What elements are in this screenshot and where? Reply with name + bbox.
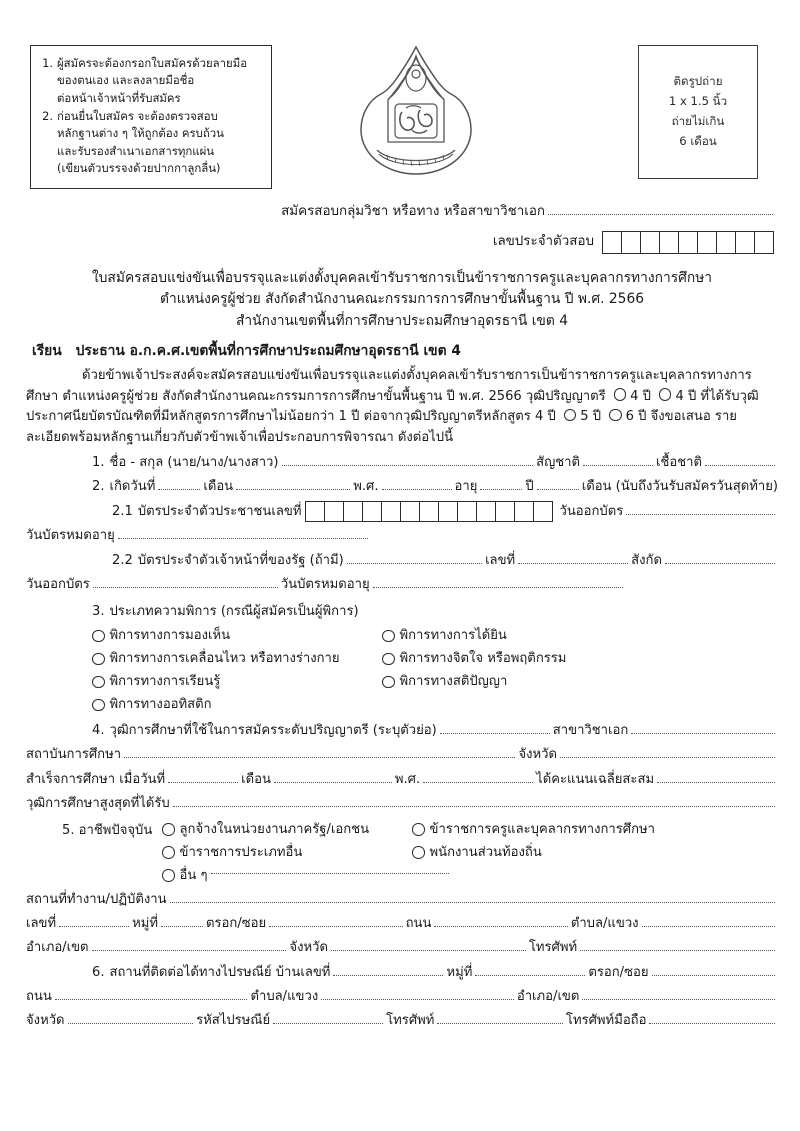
officer-card-label: บัตรประจำตัวเจ้าหน้าที่ของรัฐ (ถ้ามี) xyxy=(137,552,344,568)
radio-icon[interactable] xyxy=(382,676,395,689)
form-title-line-2: ตำแหน่งครูผู้ช่วย สังกัดสำนักงานคณะกรรมการการศึกษาขั้นพื้นฐาน ปี พ.ศ. 2566 xyxy=(159,291,645,308)
national-id-label: บัตรประจำตัวประชาชนเลขที่ xyxy=(137,504,302,520)
mailing-alley-input[interactable] xyxy=(652,975,775,976)
field-row-fullname xyxy=(26,452,778,473)
radio-icon[interactable] xyxy=(162,823,175,836)
mailing-house-no-input[interactable] xyxy=(333,975,443,976)
institution-province-input[interactable] xyxy=(560,757,775,758)
exam-number-cell[interactable] xyxy=(660,231,679,254)
mailing-subdistrict-input[interactable] xyxy=(321,999,514,1000)
exam-number-cell[interactable] xyxy=(736,231,755,254)
work-province-input[interactable] xyxy=(331,950,526,951)
item3-number: 3. xyxy=(92,604,105,620)
disability-options-right xyxy=(382,624,682,716)
disability-option-label: พิการทางการมองเห็น xyxy=(109,628,231,644)
national-id-cell[interactable] xyxy=(458,501,477,522)
mailing-province-input[interactable] xyxy=(68,1023,194,1024)
birthdate-label: เกิดวันที่ xyxy=(109,479,156,495)
officer-card-input[interactable] xyxy=(347,563,482,564)
obec-emblem-icon xyxy=(357,42,475,182)
major-input[interactable] xyxy=(631,733,775,734)
institution-input[interactable] xyxy=(124,757,515,758)
mailing-subdistrict-label: ตำบล/แขวง xyxy=(250,988,319,1004)
occupation-options-right xyxy=(412,818,712,887)
fullname-input[interactable] xyxy=(282,465,534,466)
subject-field-row xyxy=(26,202,778,222)
birth-month-input[interactable] xyxy=(236,489,350,490)
ethnicity-input[interactable] xyxy=(705,465,775,466)
instruction-item xyxy=(37,55,263,107)
mailing-moo-input[interactable] xyxy=(475,975,585,976)
disability-option-intellectual[interactable] xyxy=(382,670,682,693)
radio-icon[interactable] xyxy=(162,846,175,859)
disability-option-visual[interactable] xyxy=(92,624,382,647)
occupation-option-label: ข้าราชการครูและบุคลากรทางการศึกษา xyxy=(429,822,655,838)
exam-number-cell[interactable] xyxy=(679,231,698,254)
graduation-month-label: เดือน xyxy=(241,771,271,787)
gpa-input[interactable] xyxy=(657,782,775,783)
subject-field-label: สมัครสอบกลุ่มวิชา หรือทาง หรือสาขาวิชาเอก xyxy=(281,204,545,219)
work-moo-label: หมู่ที่ xyxy=(132,916,158,932)
officer-card-expiry-label: วันบัตรหมดอายุ xyxy=(280,576,370,592)
mailing-phone-input[interactable] xyxy=(437,1023,563,1024)
exam-number-cell[interactable] xyxy=(603,231,622,254)
national-id-cell[interactable] xyxy=(382,501,401,522)
officer-card-no-label: เลขที่ xyxy=(485,552,516,568)
instruction-line: ของตนเอง และลงลายมือชื่อ xyxy=(57,73,195,88)
radio-icon[interactable] xyxy=(382,630,395,643)
national-id-cell[interactable] xyxy=(306,501,325,522)
highest-degree-input[interactable] xyxy=(173,806,775,807)
radio-icon[interactable] xyxy=(162,869,175,882)
degree-option-4yr-label: 4 ปี xyxy=(630,388,651,404)
field-row-mailing-address-3 xyxy=(26,1010,778,1031)
work-province-label: จังหวัด xyxy=(289,940,328,956)
degree-option-4yr-cert-label: 4 ปี ที่ได้รับวุฒิ xyxy=(675,388,759,404)
workplace-input[interactable] xyxy=(170,902,775,903)
exam-number-label: เลขประจำตัวสอบ xyxy=(492,234,594,250)
instruction-line: (เขียนตัวบรรจงด้วยปากกาลูกลื่น) xyxy=(57,160,221,175)
degree-label: วุฒิการศึกษาที่ใช้ในการสมัครระดับปริญญาตรี (ระบุตัวย่อ) xyxy=(109,723,437,739)
disability-options-left xyxy=(92,624,382,716)
work-subdistrict-input[interactable] xyxy=(642,926,775,927)
birth-day-input[interactable] xyxy=(158,489,200,490)
degree-option-4yr-radio[interactable] xyxy=(614,388,627,401)
birth-month-label: เดือน xyxy=(203,479,234,495)
occupation-option-label: ลูกจ้างในหน่วยงานภาครัฐ/เอกชน xyxy=(179,822,370,838)
salutation-word: เรียน xyxy=(32,342,62,359)
occupation-section xyxy=(26,818,778,887)
exam-number-cell[interactable] xyxy=(622,231,641,254)
instruction-item xyxy=(37,108,263,177)
field-row-degree xyxy=(26,720,778,741)
intro-paragraph xyxy=(26,366,778,449)
major-label: สาขาวิชาเอก xyxy=(552,723,629,739)
id-issue-date-input[interactable] xyxy=(626,514,775,515)
work-district-input[interactable] xyxy=(92,950,287,951)
photo-line: 6 เดือน xyxy=(679,133,717,148)
field-row-institution xyxy=(26,744,778,765)
mailing-moo-label: หมู่ที่ xyxy=(446,964,473,980)
graduation-month-input[interactable] xyxy=(274,782,392,783)
mailing-alley-label: ตรอก/ซอย xyxy=(588,964,649,980)
officer-card-issue-label: วันออกบัตร xyxy=(26,576,90,592)
subject-field-input[interactable] xyxy=(548,214,773,215)
mailing-phone-label: โทรศัพท์ xyxy=(386,1013,435,1029)
mailing-postcode-label: รหัสไปรษณีย์ xyxy=(196,1013,271,1029)
occupation-option-teacher[interactable] xyxy=(412,818,712,841)
instruction-number: 2. xyxy=(42,108,53,123)
instruction-line: ผู้สมัครจะต้องกรอกใบสมัครด้วยลายมือ xyxy=(57,56,248,70)
form-header-zone xyxy=(0,0,800,200)
field-row-national-id xyxy=(26,501,778,522)
exam-number-cell[interactable] xyxy=(755,231,774,254)
national-id-cell[interactable] xyxy=(439,501,458,522)
work-alley-label: ตรอก/ซอย xyxy=(206,916,267,932)
degree-option-5yr-label: 5 ปี xyxy=(580,409,602,425)
graduation-label: สำเร็จการศึกษา เมื่อวันที่ xyxy=(26,771,166,787)
radio-icon[interactable] xyxy=(92,676,105,689)
item2-2-number: 2.2 xyxy=(112,552,133,568)
fullname-label: ชื่อ - สกุล (นาย/นาง/นางสาว) xyxy=(109,454,279,470)
photo-line: ติดรูปถ่าย xyxy=(673,74,723,89)
mailing-postcode-input[interactable] xyxy=(273,1023,383,1024)
national-id-cell[interactable] xyxy=(344,501,363,522)
workplace-label: สถานที่ทำงาน/ปฏิบัติงาน xyxy=(26,892,167,908)
highest-degree-label: วุฒิการศึกษาสูงสุดที่ได้รับ xyxy=(26,795,170,811)
occupation-options-left xyxy=(162,818,412,887)
field-row-mailing-address-2 xyxy=(26,986,778,1007)
nationality-input[interactable] xyxy=(583,465,653,466)
mailing-road-label: ถนน xyxy=(26,988,52,1004)
national-id-cell[interactable] xyxy=(496,501,515,522)
mailing-district-label: อำเภอ/เขต xyxy=(516,988,580,1004)
instruction-text xyxy=(57,108,263,177)
field-row-birthdate xyxy=(26,476,778,497)
work-road-label: ถนน xyxy=(405,916,432,932)
intro-segment-1: ด้วยข้าพเจ้าประสงค์จะสมัครสอบแข่งขันเพื่อบรรจุและแต่งตั้งบุคคลเข้ารับราชการเป็นข้าราชการครูและบุคลากรทางการศึกษา xyxy=(26,368,752,404)
degree-input[interactable] xyxy=(440,733,550,734)
form-title-line-1: ใบสมัครสอบแข่งขันเพื่อบรรจุและแต่งตั้งบุคคลเข้ารับราชการเป็นข้าราชการครูและบุคลากรทางการศึกษา xyxy=(91,269,713,286)
degree-option-4yr-cert-radio[interactable] xyxy=(659,388,672,401)
officer-card-no-input[interactable] xyxy=(518,563,628,564)
gpa-label: ได้คะแนนเฉลี่ยสะสม xyxy=(536,771,655,787)
disability-option-label: พิการทางสติปัญญา xyxy=(399,674,508,690)
occupation-other-label: อื่น ๆ xyxy=(179,868,208,884)
mailing-address-label: สถานที่ติดต่อได้ทางไปรษณีย์ บ้านเลขที่ xyxy=(109,964,331,980)
radio-icon[interactable] xyxy=(412,823,425,836)
item1-number: 1. xyxy=(92,454,105,470)
id-expiry-input[interactable] xyxy=(118,538,368,539)
disability-option-label: พิการทางการเรียนรู้ xyxy=(109,674,221,690)
disability-option-label: พิการทางจิตใจ หรือพฤติกรรม xyxy=(399,651,567,667)
disability-option-label: พิการทางการได้ยิน xyxy=(399,628,507,644)
intro-segment-3: ประกาศนียบัตรบัณฑิตที่มีหลักสูตรการศึกษาไม่น้อยกว่า 1 ปี ต่อจากวุฒิปริญญาตรีหลักสูตร 4 ปี xyxy=(26,409,556,425)
photo-placeholder-box xyxy=(638,45,758,179)
age-label: อายุ xyxy=(454,479,478,495)
age-years-label: ปี xyxy=(525,479,534,495)
occupation-option-label: พนักงานส่วนท้องถิ่น xyxy=(429,845,542,861)
officer-card-issue-input[interactable] xyxy=(93,587,278,588)
birth-year-input[interactable] xyxy=(382,489,452,490)
field-row-officer-card xyxy=(26,550,778,571)
age-months-label: เดือน (นับถึงวันรับสมัครวันสุดท้าย) xyxy=(581,479,778,495)
work-moo-input[interactable] xyxy=(161,926,203,927)
age-years-input[interactable] xyxy=(480,489,522,490)
officer-affiliation-input[interactable] xyxy=(665,563,775,564)
radio-icon[interactable] xyxy=(382,653,395,666)
occupation-option-label: ข้าราชการประเภทอื่น xyxy=(179,845,303,861)
mailing-mobile-input[interactable] xyxy=(649,1023,775,1024)
nationality-label: สัญชาติ xyxy=(536,454,581,470)
occupation-option-local-officer[interactable] xyxy=(412,841,712,864)
officer-affiliation-label: สังกัด xyxy=(631,552,662,568)
national-id-cell[interactable] xyxy=(420,501,439,522)
form-title-line-3: สำนักงานเขตพื้นที่การศึกษาประถมศึกษาอุดรธานี เขต 4 xyxy=(236,313,568,330)
field-row-disability-heading xyxy=(26,601,778,622)
instruction-text xyxy=(57,55,263,107)
exam-number-cell[interactable] xyxy=(698,231,717,254)
item6-number: 6. xyxy=(92,964,105,980)
national-id-input[interactable] xyxy=(305,501,553,522)
graduation-year-label: พ.ศ. xyxy=(394,771,421,787)
disability-option-autistic[interactable] xyxy=(92,693,382,716)
work-house-no-input[interactable] xyxy=(59,926,129,927)
work-house-no-label: เลขที่ xyxy=(26,916,57,932)
occupation-heading xyxy=(62,818,162,840)
national-id-cell[interactable] xyxy=(534,501,553,522)
disability-option-mobility[interactable] xyxy=(92,647,382,670)
work-district-label: อำเภอ/เขต xyxy=(26,940,89,956)
salutation-row xyxy=(26,341,778,361)
work-phone-label: โทรศัพท์ xyxy=(528,940,578,956)
disability-label: ประเภทความพิการ (กรณีผู้สมัครเป็นผู้พิการ) xyxy=(109,604,359,620)
id-expiry-label: วันบัตรหมดอายุ xyxy=(26,528,115,544)
national-id-cell[interactable] xyxy=(515,501,534,522)
work-phone-input[interactable] xyxy=(580,950,775,951)
birth-year-label: พ.ศ. xyxy=(353,479,379,495)
disability-option-hearing[interactable] xyxy=(382,624,682,647)
national-id-cell[interactable] xyxy=(477,501,496,522)
occupation-option-other-civil-servant[interactable] xyxy=(162,841,412,864)
instruction-number: 1. xyxy=(42,56,53,70)
field-row-officer-card-dates xyxy=(26,574,778,595)
occupation-label: อาชีพปัจจุบัน xyxy=(78,823,153,839)
disability-option-label: พิการทางออทิสติก xyxy=(109,697,212,713)
disability-option-label: พิการทางการเคลื่อนไหว หรือทางร่างกาย xyxy=(109,651,340,667)
salutation-text: ประธาน อ.ก.ค.ศ.เขตพื้นที่การศึกษาประถมศึกษาอุดรธานี เขต 4 xyxy=(75,342,461,359)
work-alley-input[interactable] xyxy=(269,926,402,927)
item2-1-number: 2.1 xyxy=(112,504,133,520)
disability-option-mental[interactable] xyxy=(382,647,682,670)
instruction-line: และรับรองสำเนาเอกสารทุกแผ่น xyxy=(57,143,215,158)
national-id-cell[interactable] xyxy=(401,501,420,522)
item4-number: 4. xyxy=(92,723,105,739)
instructions-box xyxy=(30,45,272,189)
intro-segment-2: ตำแหน่งครูผู้ช่วย สังกัดสำนักงานคณะกรรมการการศึกษาขั้นพื้นฐาน ปี พ.ศ. 2566 วุฒิปริญญาตรี xyxy=(62,388,606,404)
institution-label: สถาบันการศึกษา xyxy=(26,747,122,763)
mailing-road-input[interactable] xyxy=(55,999,248,1000)
mailing-province-label: จังหวัด xyxy=(26,1013,65,1029)
form-title-block xyxy=(26,268,778,333)
degree-option-6yr-label: 6 ปี xyxy=(625,409,647,425)
exam-number-row xyxy=(26,231,778,254)
field-row-workplace xyxy=(26,889,778,910)
intro-segment-5: รายละเอียดพร้อมหลักฐานเกี่ยวกับตัวข้าพเจ้าเพื่อประกอบการพิจารณา ดังต่อไปนี้ xyxy=(26,409,737,446)
field-row-work-address-1 xyxy=(26,913,778,934)
graduation-day-input[interactable] xyxy=(168,782,238,783)
ethnicity-label: เชื้อชาติ xyxy=(656,454,702,470)
mailing-district-input[interactable] xyxy=(582,999,775,1000)
field-row-graduation xyxy=(26,769,778,790)
exam-number-input[interactable] xyxy=(602,231,774,254)
radio-icon[interactable] xyxy=(92,699,105,712)
age-months-input[interactable] xyxy=(537,489,579,490)
institution-province-label: จังหวัด xyxy=(518,747,557,763)
degree-option-5yr-radio[interactable] xyxy=(564,409,577,422)
graduation-year-input[interactable] xyxy=(423,782,533,783)
national-id-cell[interactable] xyxy=(363,501,382,522)
radio-icon[interactable] xyxy=(92,653,105,666)
occupation-option-employee[interactable] xyxy=(162,818,412,841)
photo-line: ถ่ายไม่เกิน xyxy=(671,114,725,128)
exam-number-cell[interactable] xyxy=(641,231,660,254)
field-row-highest-degree xyxy=(26,793,778,814)
field-row-id-expiry xyxy=(26,525,778,546)
instruction-line: หลักฐานต่าง ๆ ให้ถูกต้อง ครบถ้วน xyxy=(57,126,224,141)
form-body xyxy=(0,202,800,1031)
photo-line: 1 x 1.5 นิ้ว xyxy=(668,94,728,109)
officer-card-expiry-input[interactable] xyxy=(373,587,623,588)
occupation-options-grid xyxy=(162,818,778,887)
mailing-mobile-label: โทรศัพท์มือถือ xyxy=(565,1013,647,1029)
intro-segment-4: จึงขอเสนอ xyxy=(650,409,711,425)
item5-number: 5. xyxy=(62,823,75,839)
national-id-cell[interactable] xyxy=(325,501,344,522)
radio-icon[interactable] xyxy=(92,630,105,643)
instruction-line: ก่อนยื่นใบสมัคร จะต้องตรวจสอบ xyxy=(57,108,218,123)
field-row-work-address-2 xyxy=(26,937,778,958)
item2-number: 2. xyxy=(92,479,105,495)
exam-number-cell[interactable] xyxy=(717,231,736,254)
disability-option-learning[interactable] xyxy=(92,670,382,693)
radio-icon[interactable] xyxy=(412,846,425,859)
id-issue-date-label: วันออกบัตร xyxy=(559,504,624,520)
field-row-mailing-address xyxy=(26,962,778,983)
disability-options-grid xyxy=(26,624,778,716)
instruction-line: ต่อหน้าเจ้าหน้าที่รับสมัคร xyxy=(57,90,181,105)
degree-option-6yr-radio[interactable] xyxy=(609,409,622,422)
work-road-input[interactable] xyxy=(434,926,567,927)
work-subdistrict-label: ตำบล/แขวง xyxy=(570,916,639,932)
